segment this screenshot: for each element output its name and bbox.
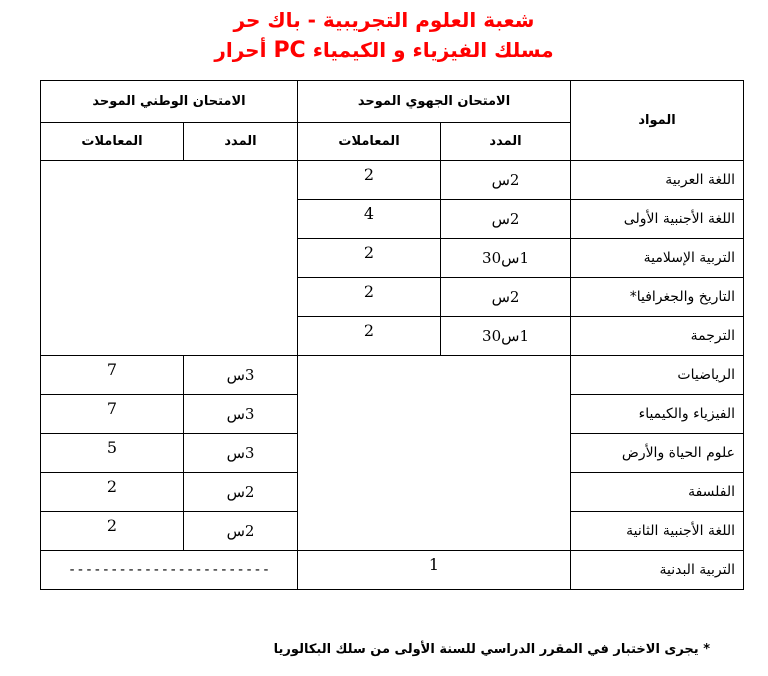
subject-cell: الرياضيات [571,356,744,395]
pe-national-dashes: ------------------------ [41,551,298,590]
coeff-cell: 2 [298,317,441,356]
subject-cell: التربية الإسلامية [571,239,744,278]
exam-table [40,80,744,590]
table-row [41,551,744,590]
duration-cell: 2س [441,200,571,239]
table-row [41,356,744,395]
subject-cell: التربية البدنية [571,551,744,590]
coeff-cell: 2 [41,512,184,551]
table-row [41,161,744,200]
coeff-cell: 2 [41,473,184,512]
national-duration-header: المدد [184,123,298,161]
duration-cell: 2س [441,278,571,317]
coeff-cell: 2 [298,161,441,200]
subjects-header: المواد [571,81,744,161]
duration-cell: 2س [441,161,571,200]
subject-cell: اللغة الأجنبية الأولى [571,200,744,239]
national-exam-header: الامتحان الوطني الموحد [41,81,298,123]
subtitle-pc: PC [273,38,306,63]
duration-cell: 2س [184,512,298,551]
coeff-cell: 7 [41,356,184,395]
duration-cell: 3س [184,356,298,395]
duration-cell: 1س30 [441,317,571,356]
regional-duration-header: المدد [441,123,571,161]
national-coeff-header: المعاملات [41,123,184,161]
duration-cell: 2س [184,473,298,512]
pe-regional-coeff-cell: 1 [298,551,571,590]
subject-cell: اللغة العربية [571,161,744,200]
national-empty-block [41,161,298,356]
subject-cell: الترجمة [571,317,744,356]
footnote: * يجرى الاختبار في المقرر الدراسي للسنة الأولى من سلك البكالوريا [273,642,710,657]
page-subtitle [0,38,768,63]
coeff-cell: 5 [41,434,184,473]
coeff-cell: 2 [298,278,441,317]
coeff-cell: 4 [298,200,441,239]
duration-cell: 1س30 [441,239,571,278]
coeff-cell: 7 [41,395,184,434]
coeff-cell: 2 [298,239,441,278]
page-title: شعبة العلوم التجريبية - باك حر [233,8,535,32]
duration-cell: 3س [184,434,298,473]
subject-cell: الفلسفة [571,473,744,512]
subtitle-suffix: أحرار [214,38,267,62]
regional-exam-header: الامتحان الجهوي الموحد [298,81,571,123]
subject-cell: اللغة الأجنبية الثانية [571,512,744,551]
subject-cell: علوم الحياة والأرض [571,434,744,473]
duration-cell: 3س [184,395,298,434]
subtitle-prefix: مسلك الفيزياء و الكيمياء [312,38,554,62]
subject-cell: الفيزياء والكيمياء [571,395,744,434]
regional-empty-block [298,356,571,551]
subject-cell: التاريخ والجغرافيا* [571,278,744,317]
regional-coeff-header: المعاملات [298,123,441,161]
